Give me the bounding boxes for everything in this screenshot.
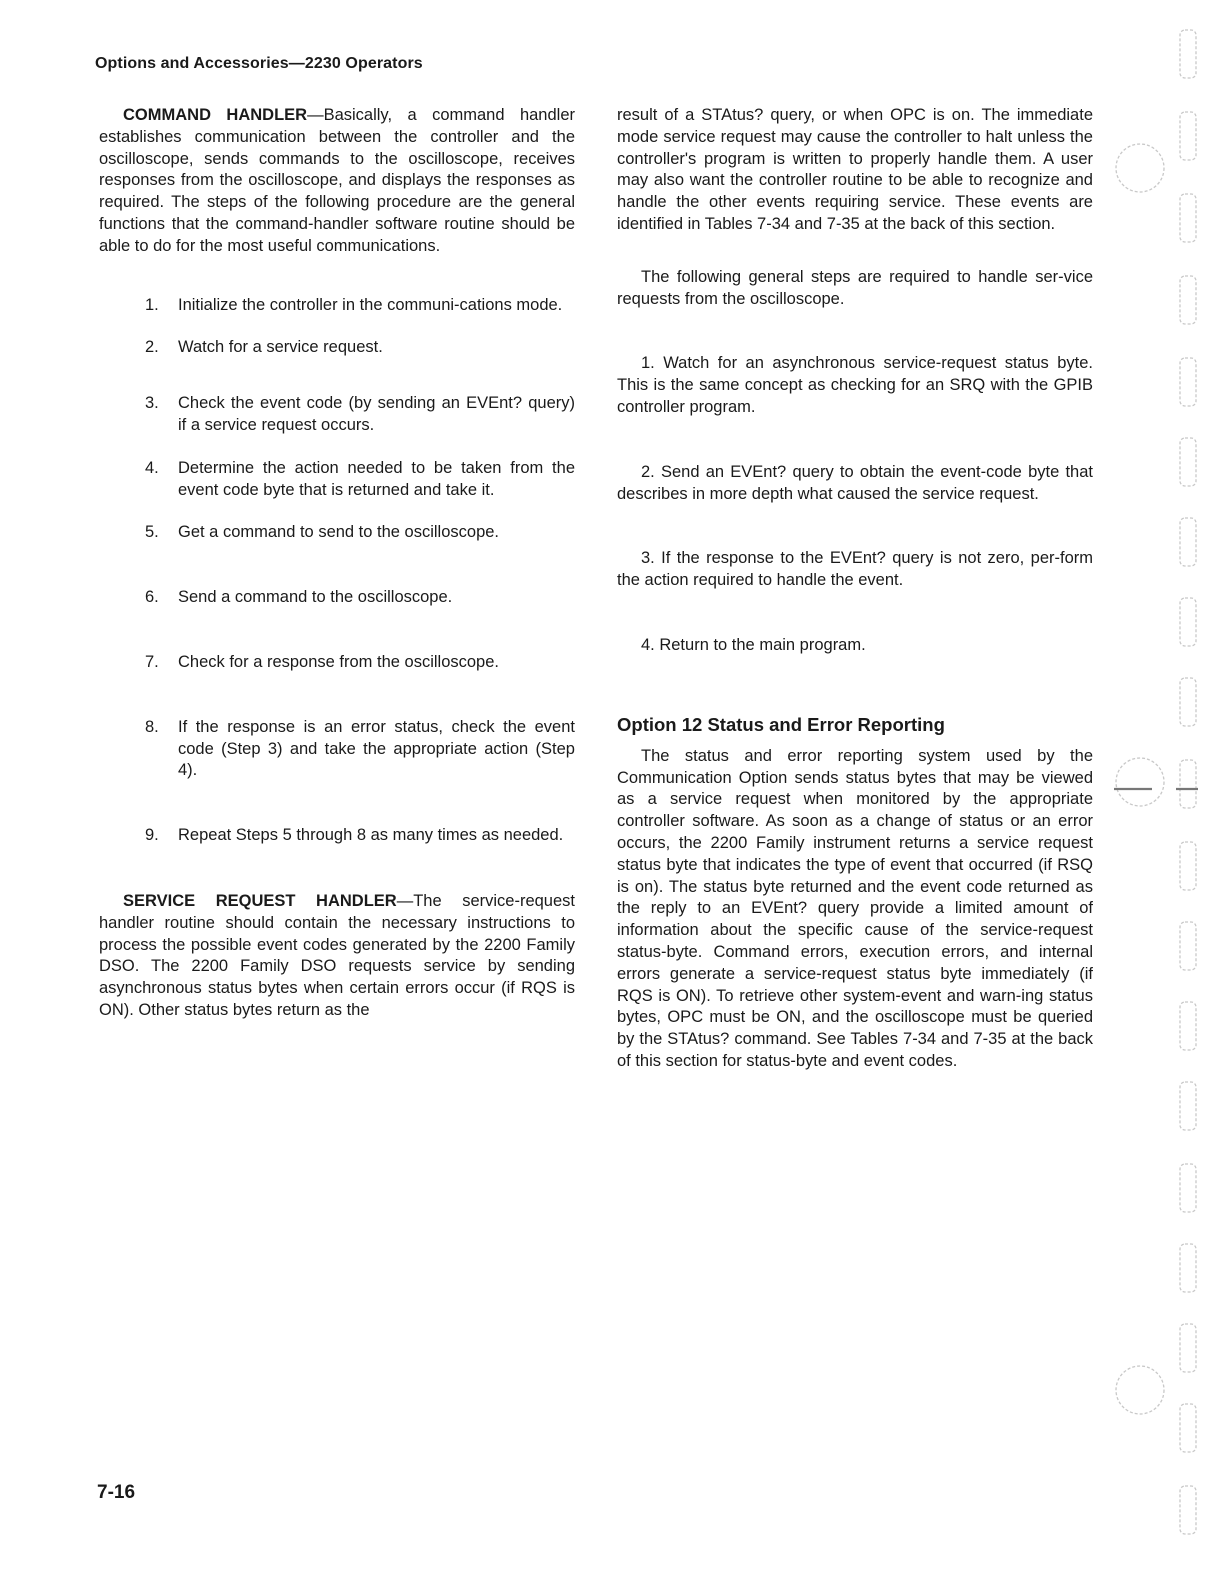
list-item	[99, 825, 575, 847]
list-item	[99, 295, 575, 317]
binding-tabs-decoration	[1100, 0, 1221, 1578]
step-text: Get a command to send to the oscilloscope.	[178, 523, 500, 542]
service-step: 2. Send an EVEnt? query to obtain the event-code byte that describes in more depth what caused the service request.	[617, 462, 1093, 503]
right-column	[617, 104, 1093, 1073]
list-item	[99, 522, 575, 544]
step-text: Check for a response from the oscilloscope.	[178, 652, 499, 671]
step-number: 7.	[145, 652, 159, 671]
left-column	[99, 104, 575, 1022]
command-handler-lead: COMMAND HANDLER	[123, 106, 308, 124]
list-item	[99, 717, 575, 782]
service-request-handler-lead: SERVICE REQUEST HANDLER	[123, 891, 397, 910]
step-number: 2.	[145, 338, 159, 357]
service-step: 4. Return to the main program.	[641, 635, 866, 654]
step-text: Watch for a service request.	[178, 338, 383, 357]
list-item	[99, 587, 575, 609]
list-item	[99, 337, 575, 359]
step-text: Determine the action needed to be taken from the event code byte that is returned and take it.	[178, 458, 575, 499]
step-text: Check the event code (by sending an EVEnt? query) if a service request occurs.	[178, 394, 575, 434]
step-text: If the response is an error status, check the event code (Step 3) and take the appropriate action (Step 4).	[178, 717, 575, 780]
step-number: 5.	[145, 523, 159, 542]
command-handler-steps	[99, 295, 575, 847]
page-number: 7-16	[97, 1482, 136, 1503]
list-item	[99, 652, 575, 674]
running-head: Options and Accessories—2230 Operators	[95, 55, 423, 72]
step-text: Repeat Steps 5 through 8 as many times as needed.	[178, 826, 564, 845]
command-handler-text: —Basically, a command handler establishes communication between the controller and the oscilloscope, sends commands to the oscilloscope, receives responses from the oscilloscope, and displays the responses as required. The steps of the following procedure are the general functions that the command-handler software routine should be able to do for the most useful communications.	[99, 106, 575, 255]
step-number: 1.	[145, 295, 159, 314]
step-number: 3.	[145, 394, 159, 413]
step-number: 4.	[145, 458, 159, 477]
service-steps-intro: The following general steps are required to handle ser-vice requests from the oscilloscope.	[617, 267, 1093, 308]
step-text: Send a command to the oscilloscope.	[178, 588, 453, 607]
list-item	[99, 393, 575, 437]
continuation-paragraph: result of a STAtus? query, or when OPC is on. The immediate mode service request may cause the controller to halt unless the controller's program is written to properly handle them. A user may also want the controller routine to be able to recognize and handle the other events requiring service. These events are identified in Tables 7-34 and 7-35 at the back of this section.	[617, 106, 1093, 233]
option12-paragraph: The status and error reporting system used by the Communication Option sends status bytes that may be viewed as a service request when monitored by the appropriate controller software. As soon as a change of status or an error occurs, the 2200 Family instrument returns a service request status byte that indicates the type of event that occurred (if RSQ is on). The status byte returned and the event code returned as the reply to an EVEnt? query provide a limited amount of information about the specific cause of the service-request status-byte. Command errors, execution errors, and internal errors generate a service-request status byte immediately (if RQS is ON). To retrieve other system-event and warn-ing status bytes, OPC must be ON, and the oscilloscope must be queried by the STAtus? command. See Tables 7-34 and 7-35 at the back of this section for status-byte and event codes.	[617, 746, 1093, 1070]
step-text: Initialize the controller in the communi-cations mode.	[178, 295, 563, 314]
step-number: 8.	[145, 717, 159, 736]
list-item	[99, 458, 575, 502]
service-step: 1. Watch for an asynchronous service-request status byte. This is the same concept as checking for an SRQ with the GPIB controller program.	[617, 354, 1093, 416]
service-request-handler-paragraph	[99, 891, 575, 1022]
section-heading: Option 12 Status and Error Reporting	[617, 713, 945, 735]
command-handler-paragraph	[99, 105, 575, 258]
step-number: 6.	[145, 588, 159, 607]
service-request-handler-text: —The service-request handler routine should contain the necessary instructions to process the possible event codes generated by the 2200 Family DSO. The 2200 Family DSO requests service by sending asynchronous status bytes when certain errors occur (if RQS is ON). Other status bytes return as the	[99, 891, 575, 1019]
step-number: 9.	[145, 826, 159, 845]
service-step: 3. If the response to the EVEnt? query is not zero, per-form the action required to handle the event.	[617, 549, 1093, 590]
